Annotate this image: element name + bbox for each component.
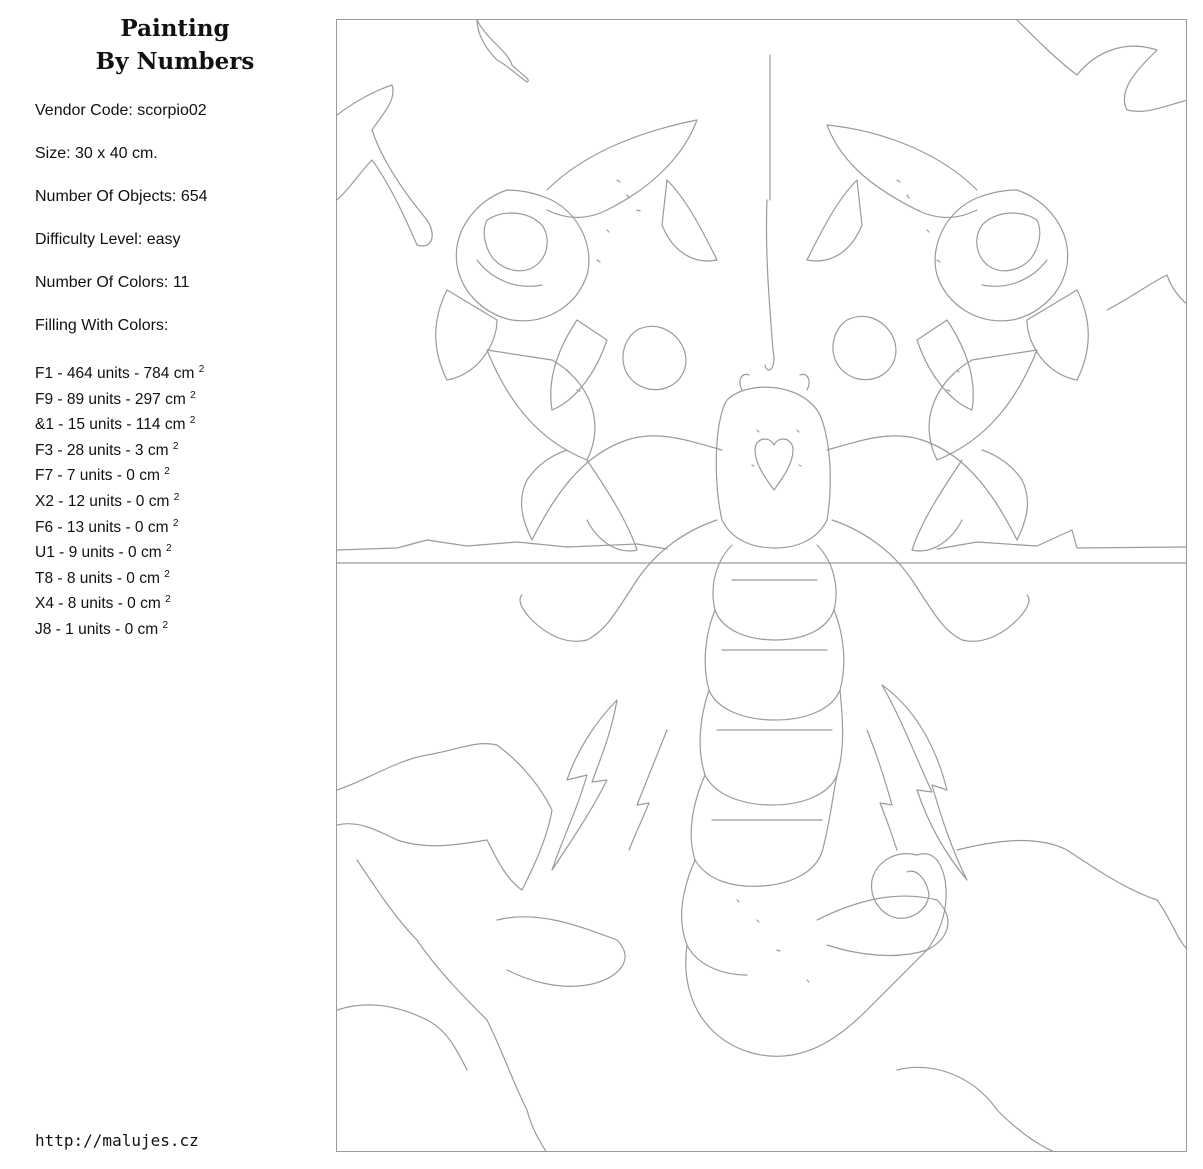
- tail-segment: [917, 854, 946, 950]
- lightning-left: [552, 700, 617, 870]
- page-title: [40, 12, 310, 78]
- speckles: [567, 180, 959, 982]
- bg-shape: [1017, 20, 1187, 111]
- color-item: F7 - 7 units - 0 cm $^2$: [35, 466, 170, 485]
- rose-left: [456, 190, 589, 321]
- claw-right: [827, 436, 1027, 540]
- color-item: F1 - 464 units - 784 cm $^2$: [35, 364, 205, 382]
- scorpion-head: [716, 387, 830, 548]
- product-info: [35, 100, 208, 358]
- scorpion-outline-icon: [337, 20, 1187, 1152]
- vendor-code: Vendor Code: scorpio02: [35, 102, 207, 119]
- tail-segment: [713, 545, 836, 640]
- coloring-canvas: [336, 19, 1187, 1152]
- color-item: T8 - 8 units - 0 cm $^2$: [35, 568, 170, 587]
- tail-segment: [686, 945, 927, 1056]
- bg-shape: [497, 917, 625, 987]
- filling-heading: Filling With Colors:: [35, 317, 169, 334]
- color-item: F6 - 13 units - 0 cm $^2$: [35, 517, 179, 536]
- bg-shape: [337, 85, 432, 246]
- bg-shape: [897, 1067, 1057, 1152]
- title-line-1: Painting: [120, 15, 230, 42]
- leaf-right: [827, 125, 977, 218]
- bg-shape: [1107, 275, 1187, 310]
- bg-shape: [817, 896, 948, 955]
- rose-left-petal: [477, 260, 542, 286]
- heart-icon: [755, 439, 793, 490]
- leaf-right: [1027, 290, 1088, 380]
- claw-left: [587, 460, 637, 551]
- tail-segment: [682, 860, 747, 975]
- claw-left: [520, 520, 717, 641]
- color-list: [35, 359, 204, 641]
- lightning-right: [867, 730, 897, 850]
- rose-left-petal: [484, 213, 547, 271]
- color-item: X2 - 12 units - 0 cm $^2$: [35, 491, 180, 510]
- difficulty-level: Difficulty Level: easy: [35, 231, 181, 248]
- color-item: F9 - 89 units - 297 cm $^2$: [35, 389, 196, 408]
- color-count: Number Of Colors: 11: [35, 274, 190, 291]
- leaf-right: [807, 180, 862, 261]
- leaf-right: [929, 350, 1037, 460]
- leaf-left: [487, 350, 595, 460]
- rose-right-petal: [982, 260, 1047, 286]
- tail-inner: [712, 580, 832, 820]
- leaf-left: [662, 180, 717, 261]
- color-item: J8 - 1 units - 0 cm $^2$: [35, 619, 169, 638]
- lightning-left: [629, 730, 667, 850]
- lightning-right: [882, 685, 967, 880]
- drip-line: [765, 55, 774, 370]
- rose-small-right: [833, 316, 896, 379]
- color-item: U1 - 9 units - 0 cm $^2$: [35, 543, 172, 562]
- title-line-2: By Numbers: [95, 48, 255, 75]
- info-panel: [0, 0, 330, 1169]
- color-item: X4 - 8 units - 0 cm $^2$: [35, 594, 171, 613]
- bg-shape: [337, 1005, 467, 1070]
- rose-right: [935, 190, 1068, 321]
- footer-url[interactable]: http://malujes.cz: [35, 1131, 199, 1150]
- claw-right: [912, 460, 962, 551]
- rose-small-left: [623, 326, 686, 389]
- bg-shape: [337, 744, 552, 890]
- bg-shape: [477, 20, 528, 82]
- tail-segment: [691, 775, 837, 886]
- canvas-size: Size: 30 x 40 cm.: [35, 145, 158, 162]
- color-item: &1 - 15 units - 114 cm $^2$: [35, 415, 196, 434]
- rose-right-petal: [977, 213, 1040, 271]
- object-count: Number Of Objects: 654: [35, 188, 208, 205]
- leaf-left: [547, 120, 697, 218]
- claw-left: [522, 436, 722, 540]
- tail-segment: [700, 690, 843, 805]
- stinger: [872, 854, 929, 919]
- color-item: F3 - 28 units - 3 cm $^2$: [35, 440, 179, 459]
- claw-right: [832, 520, 1029, 641]
- leaf-left: [436, 290, 497, 380]
- bg-shape: [957, 841, 1187, 950]
